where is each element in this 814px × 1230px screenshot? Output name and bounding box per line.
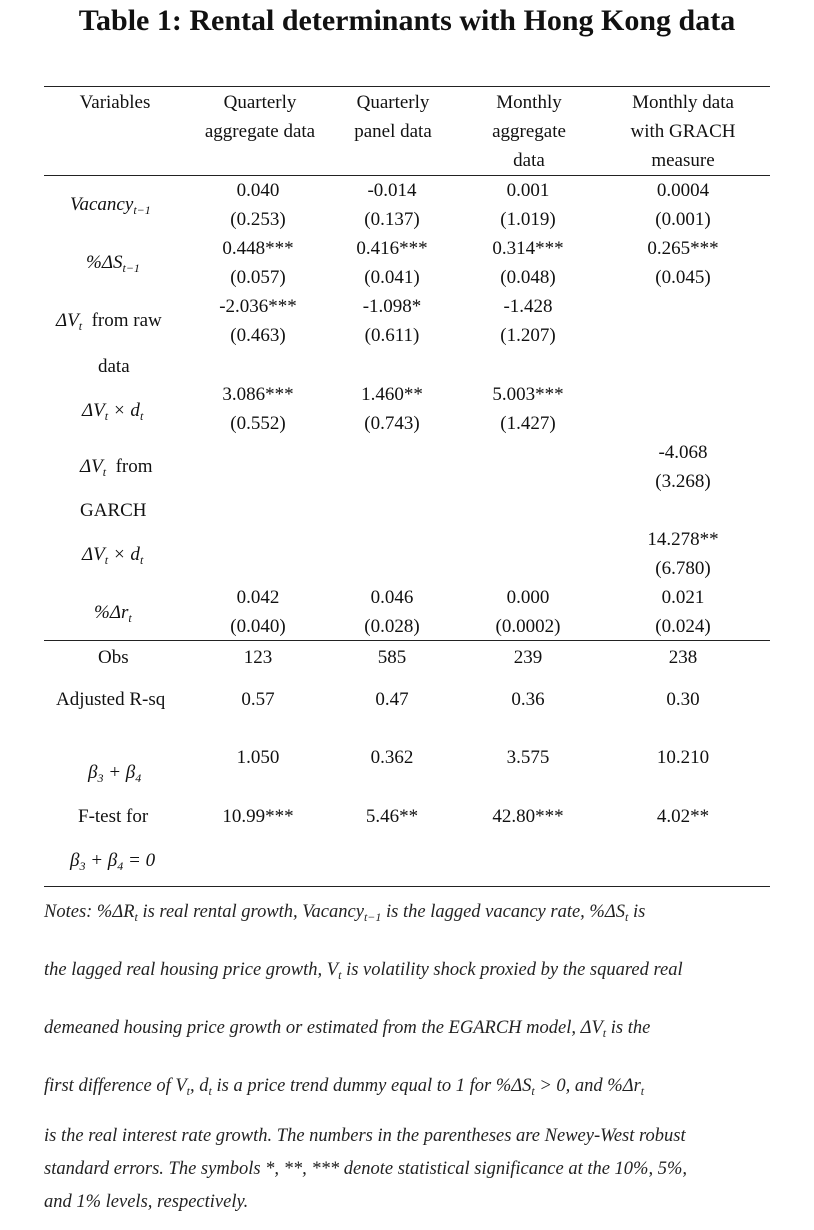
row-label-dr-sub: t <box>128 611 132 625</box>
row-label-vacancy <box>70 190 151 225</box>
cell-dr-c4: 0.021 <box>661 587 705 608</box>
row-label-dv-raw-sym: ΔV <box>56 310 79 331</box>
cell-vacancy-c1: 0.040 <box>236 180 280 201</box>
notes-l4-d: > 0, and %Δr <box>534 1076 641 1096</box>
cell-obs-c2: 585 <box>377 647 407 668</box>
cell-dvd-c2: 1.460** <box>361 384 423 405</box>
header-col1-l2: aggregate data <box>204 121 316 142</box>
row-label-ftest-s2: 4 <box>117 859 124 873</box>
notes-line-3 <box>44 1018 650 1041</box>
notes-l1-b: is real rental growth, Vacancy <box>137 902 364 922</box>
notes-l4-s2: t <box>208 1084 212 1098</box>
notes-l1-s1: t <box>134 910 138 924</box>
row-label-dv-garch-text: from <box>115 456 153 477</box>
cell-b34-c1: 1.050 <box>236 747 280 768</box>
row-label-dv-garch-sym: ΔV <box>80 456 103 477</box>
cell-dvd2-se-c4: (6.780) <box>655 558 711 579</box>
notes-l4-s3: t <box>531 1084 535 1098</box>
header-col4-l2: with GRACH <box>630 121 736 142</box>
cell-dr-se-c1: (0.040) <box>230 616 286 637</box>
cell-ftest-c4: 4.02** <box>656 806 710 827</box>
header-variables <box>50 88 180 117</box>
header-col4 <box>608 88 758 175</box>
cell-dvd-se-c2: (0.743) <box>364 413 420 434</box>
notes-l3-s1: t <box>602 1026 607 1040</box>
cell-b34-c4: 10.210 <box>656 747 710 768</box>
cell-vacancy-se-c2: (0.137) <box>364 209 420 230</box>
notes-l1-a: Notes: %ΔR <box>44 902 135 922</box>
row-label-adjr: Adjusted R-sq <box>56 689 166 710</box>
top-rule <box>44 86 770 87</box>
cell-dvraw-se-c3: (1.207) <box>500 325 556 346</box>
row-label-ds <box>86 248 140 283</box>
notes-l1-s3: t <box>624 910 629 924</box>
row-label-dvd2-sym: ΔV <box>82 544 105 565</box>
notes-l2-b: is volatility shock proxied by the squared real <box>341 960 683 980</box>
header-col2 <box>330 88 456 146</box>
row-label-b34-s2: 4 <box>135 771 142 785</box>
notes-line-4 <box>44 1076 644 1099</box>
row-label-dr <box>94 598 132 633</box>
cell-dvraw-c2: -1.098* <box>362 296 422 317</box>
row-label-ftest-sym: β <box>70 850 80 871</box>
cell-ds-se-c4: (0.045) <box>655 267 711 288</box>
cell-ds-c4: 0.265*** <box>647 238 719 259</box>
cell-adjr-c4: 0.30 <box>666 689 700 710</box>
notes-l3-a: demeaned housing price growth or estimated from the EGARCH model, ΔV <box>44 1018 603 1038</box>
cell-dvraw-c3: -1.428 <box>503 296 553 317</box>
cell-vacancy-se-c4: (0.001) <box>655 209 711 230</box>
notes-l1-d: is <box>628 902 646 922</box>
row-label-dv-raw-sub: t <box>78 319 83 333</box>
cell-ftest-c3: 42.80*** <box>492 806 564 827</box>
cell-dvd-se-c3: (1.427) <box>500 413 556 434</box>
notes-line-7: and 1% levels, respectively. <box>44 1192 249 1212</box>
cell-vacancy-se-c3: (1.019) <box>500 209 556 230</box>
cell-ftest-c1: 10.99*** <box>222 806 294 827</box>
cell-adjr-c2: 0.47 <box>375 689 409 710</box>
cell-ds-c3: 0.314*** <box>492 238 564 259</box>
header-col3-l1: Monthly <box>496 92 562 113</box>
cell-dr-c1: 0.042 <box>236 587 280 608</box>
row-label-dv-raw-2: data <box>98 356 130 377</box>
cell-dvraw-se-c1: (0.463) <box>230 325 286 346</box>
row-label-b34 <box>88 758 141 793</box>
row-label-dvd2 <box>82 540 143 575</box>
notes-l4-s1: t <box>186 1084 191 1098</box>
row-label-dvd <box>82 396 143 431</box>
notes-line-1 <box>44 902 645 925</box>
cell-vacancy-c2: -0.014 <box>367 180 417 201</box>
row-label-dr-text: %Δr <box>94 602 129 623</box>
row-label-dv-garch-sub: t <box>102 465 107 479</box>
row-label-ftest-eq: = 0 <box>123 850 156 871</box>
cell-ds-se-c1: (0.057) <box>230 267 286 288</box>
notes-line-6: standard errors. The symbols *, **, *** denote statistical significance at the 10%, 5%, <box>44 1159 688 1179</box>
header-col2-l2: panel data <box>354 121 432 142</box>
row-label-dvd2-sub: t <box>104 553 109 567</box>
cell-adjr-c3: 0.36 <box>511 689 545 710</box>
header-col1 <box>190 88 330 146</box>
notes-l4-a: first difference of V <box>44 1076 187 1096</box>
cell-dr-se-c3: (0.0002) <box>495 616 561 637</box>
bottom-rule <box>44 886 770 887</box>
row-label-vacancy-text: Vacancy <box>70 194 134 215</box>
header-col3 <box>466 88 592 175</box>
cell-adjr-c1: 0.57 <box>241 689 275 710</box>
row-label-b34-sym: β <box>88 762 98 783</box>
cell-dvd-c1: 3.086*** <box>222 384 294 405</box>
table-title: Table 1: Rental determinants with Hong Kong data <box>78 4 736 37</box>
notes-l2-s1: t <box>338 968 342 982</box>
header-variables-text: Variables <box>79 92 151 113</box>
row-label-ds-sub: t−1 <box>122 261 140 275</box>
notes-l1-c: is the lagged vacancy rate, %ΔS <box>381 902 625 922</box>
cell-dr-se-c2: (0.028) <box>364 616 420 637</box>
cell-dvraw-c1: -2.036*** <box>219 296 297 317</box>
row-label-dv-raw-text: from raw <box>91 310 162 331</box>
cell-ds-c2: 0.416*** <box>356 238 428 259</box>
notes-line-5: is the real interest rate growth. The numbers in the parentheses are Newey-West robust <box>44 1126 686 1146</box>
cell-dvraw-se-c2: (0.611) <box>364 325 420 346</box>
row-label-dvd-sub2: t <box>139 409 144 423</box>
cell-vacancy-se-c1: (0.253) <box>230 209 286 230</box>
cell-vacancy-c4: 0.0004 <box>656 180 710 201</box>
row-label-dvd-x: × d <box>112 400 140 421</box>
cell-ftest-c2: 5.46** <box>365 806 419 827</box>
row-label-dv-raw <box>56 306 162 341</box>
notes-l4-b: , d <box>190 1076 209 1096</box>
row-label-ds-text: %ΔS <box>86 252 123 273</box>
cell-b34-c3: 3.575 <box>506 747 550 768</box>
cell-dvgarch-c4: -4.068 <box>658 442 708 463</box>
row-label-dv-garch <box>80 452 153 487</box>
notes-l4-c: is a price trend dummy equal to 1 for %ΔS <box>211 1076 532 1096</box>
cell-dvd-se-c1: (0.552) <box>230 413 286 434</box>
row-label-ftest-2 <box>70 846 155 881</box>
row-label-dvd-sub: t <box>104 409 109 423</box>
cell-vacancy-c3: 0.001 <box>506 180 550 201</box>
header-col2-l1: Quarterly <box>356 92 430 113</box>
notes-l3-b: is the <box>606 1018 651 1038</box>
cell-ds-c1: 0.448*** <box>222 238 294 259</box>
row-label-dvd2-x: × d <box>112 544 140 565</box>
header-col3-l2: aggregate <box>492 121 566 142</box>
notes-l1-s2: t−1 <box>363 910 382 924</box>
cell-dr-c3: 0.000 <box>506 587 550 608</box>
header-col3-l3: data <box>513 150 545 171</box>
row-label-dvd2-sub2: t <box>139 553 144 567</box>
cell-dvd-c3: 5.003*** <box>492 384 564 405</box>
row-label-dvd-sym: ΔV <box>82 400 105 421</box>
notes-l4-s4: t <box>640 1084 645 1098</box>
notes-line-2 <box>44 960 683 983</box>
row-label-obs: Obs <box>98 647 129 668</box>
header-col4-l3: measure <box>651 150 715 171</box>
cell-dvgarch-se-c4: (3.268) <box>655 471 711 492</box>
cell-ds-se-c2: (0.041) <box>364 267 420 288</box>
row-label-vacancy-sub: t−1 <box>133 203 151 217</box>
header-col1-l1: Quarterly <box>223 92 297 113</box>
cell-dvd2-c4: 14.278** <box>647 529 719 550</box>
cell-dr-se-c4: (0.024) <box>655 616 711 637</box>
cell-ds-se-c3: (0.048) <box>500 267 556 288</box>
row-label-ftest-plus: + β <box>85 850 118 871</box>
cell-b34-c2: 0.362 <box>370 747 414 768</box>
row-label-ftest-s1: 3 <box>79 859 86 873</box>
cell-dr-c2: 0.046 <box>370 587 414 608</box>
row-label-dv-garch-2: GARCH <box>80 500 147 521</box>
cell-obs-c4: 238 <box>668 647 698 668</box>
header-col4-l1: Monthly data <box>632 92 734 113</box>
row-label-b34-plus: + β <box>103 762 136 783</box>
cell-obs-c1: 123 <box>243 647 273 668</box>
notes-l2-a: the lagged real housing price growth, V <box>44 960 339 980</box>
cell-obs-c3: 239 <box>513 647 543 668</box>
row-label-b34-s1: 3 <box>97 771 104 785</box>
row-label-ftest: F-test for <box>78 806 149 827</box>
